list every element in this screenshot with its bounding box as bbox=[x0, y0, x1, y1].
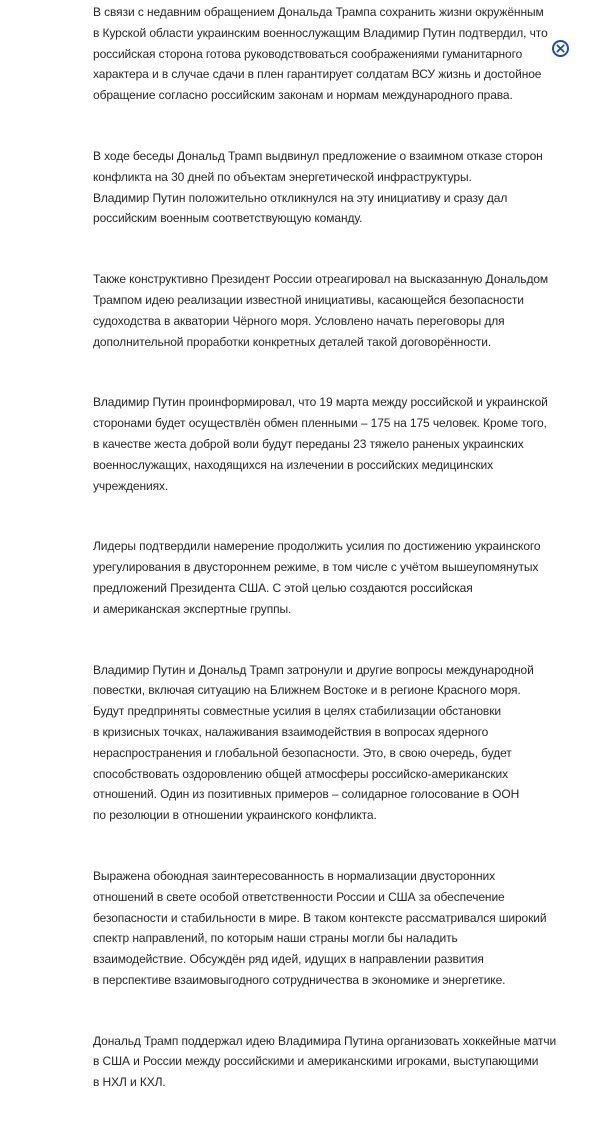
paragraph-line: судоходства в акватории Чёрного моря. Условлено начать переговоры для bbox=[93, 313, 505, 328]
paragraph-line: повестки, включая ситуацию на Ближнем Востоке и в регионе Красного моря. bbox=[93, 683, 521, 698]
paragraph-line: российским военным соответствующую команду. bbox=[93, 211, 363, 226]
paragraph-line: в качестве жеста доброй воли будут переданы 23 тяжело раненых украинских bbox=[93, 436, 524, 451]
paragraph-line: характера и в случае сдачи в плен гарантирует солдатам ВСУ жизнь и достойное bbox=[93, 67, 542, 82]
paragraph-line: Трампом идею реализации известной инициативы, касающейся безопасности bbox=[93, 292, 524, 307]
paragraph-line: дополнительной проработки конкретных деталей такой договорённости. bbox=[93, 334, 492, 349]
paragraph-line: Владимир Путин и Дональд Трамп затронули и другие вопросы международной bbox=[93, 662, 534, 677]
paragraph-line: Также конструктивно Президент России отреагировал на высказанную Дональдом bbox=[93, 272, 549, 287]
paragraph-line: урегулирования в двустороннем режиме, в том числе с учётом вышеупомянутых bbox=[93, 560, 539, 575]
close-circle-icon bbox=[556, 44, 565, 53]
paragraph-line: в США и России между российскими и американскими игроками, выступающими bbox=[93, 1054, 539, 1069]
article-body bbox=[93, 2, 557, 1133]
article-paragraph bbox=[93, 269, 549, 352]
paragraph-line: взаимодействие. Обсуждён ряд идей, идущих в направлении развития bbox=[93, 952, 484, 967]
paragraph-line: и американская экспертные группы. bbox=[93, 601, 292, 616]
paragraph-line: отношений в свете особой ответственности России и США за обеспечение bbox=[93, 889, 505, 904]
close-button[interactable] bbox=[552, 40, 569, 57]
paragraph-line: Дональд Трамп поддержал идею Владимира Путина организовать хоккейные матчи bbox=[93, 1033, 557, 1048]
paragraph-line: Владимир Путин положительно откликнулся на эту инициативу и сразу дал bbox=[93, 190, 508, 205]
paragraph-line: отношений. Один из позитивных примеров – солидарное голосование в ООН bbox=[93, 787, 520, 802]
article-paragraph bbox=[93, 1031, 557, 1093]
article-paragraph bbox=[93, 2, 548, 106]
article-paragraph bbox=[93, 146, 543, 229]
paragraph-line: конфликта на 30 дней по объектам энергетической инфраструктуры. bbox=[93, 169, 472, 184]
paragraph-line: российская сторона готова руководствоваться соображениями гуманитарного bbox=[93, 46, 523, 61]
paragraph-line: нераспространения и глобальной безопасности. Это, в свою очередь, будет bbox=[93, 745, 512, 760]
paragraph-line: спектр направлений, по которым наши страны могли бы наладить bbox=[93, 931, 458, 946]
paragraph-line: в перспективе взаимовыгодного сотрудничества в экономике и энергетике. bbox=[93, 972, 506, 987]
article-paragraph bbox=[93, 536, 541, 619]
paragraph-line: способствовать оздоровлению общей атмосферы российско-американских bbox=[93, 766, 509, 781]
article-paragraph bbox=[93, 660, 533, 826]
paragraph-line: в кризисных точках, налаживания взаимодействия в вопросах ядерного bbox=[93, 724, 489, 739]
paragraph-line: учреждениях. bbox=[93, 478, 169, 493]
paragraph-line: Выражена обоюдная заинтересованность в нормализации двусторонних bbox=[93, 868, 496, 883]
paragraph-line: В ходе беседы Дональд Трамп выдвинул предложение о взаимном отказе сторон bbox=[93, 148, 543, 163]
paragraph-line: Лидеры подтвердили намерение продолжить усилия по достижению украинского bbox=[93, 539, 541, 554]
paragraph-line: Будут предприняты совместные усилия в целях стабилизации обстановки bbox=[93, 704, 501, 719]
paragraph-line: в Курской области украинским военнослужащим Владимир Путин подтвердил, что bbox=[93, 25, 548, 40]
paragraph-line: по резолюции в отношении украинского конфликта. bbox=[93, 808, 377, 823]
paragraph-line: сторонами будет осуществлён обмен пленными – 175 на 175 человек. Кроме того, bbox=[93, 416, 547, 431]
paragraph-line: Владимир Путин проинформировал, что 19 марта между российской и украинской bbox=[93, 395, 548, 410]
paragraph-line: В связи с недавним обращением Дональда Трампа сохранить жизни окружённым bbox=[93, 5, 544, 19]
article-paragraph bbox=[93, 866, 547, 991]
paragraph-line: военнослужащих, находящихся на излечении в российских медицинских bbox=[93, 457, 493, 472]
paragraph-line: безопасности и стабильности в мире. В таком контексте рассматривался широкий bbox=[93, 910, 547, 925]
paragraph-line: обращение согласно российским законам и нормам международного права. bbox=[93, 88, 513, 103]
paragraph-line: в НХЛ и КХЛ. bbox=[93, 1075, 166, 1090]
paragraph-line: предложений Президента США. С этой целью создаются российская bbox=[93, 580, 473, 595]
article-paragraph bbox=[93, 392, 548, 496]
